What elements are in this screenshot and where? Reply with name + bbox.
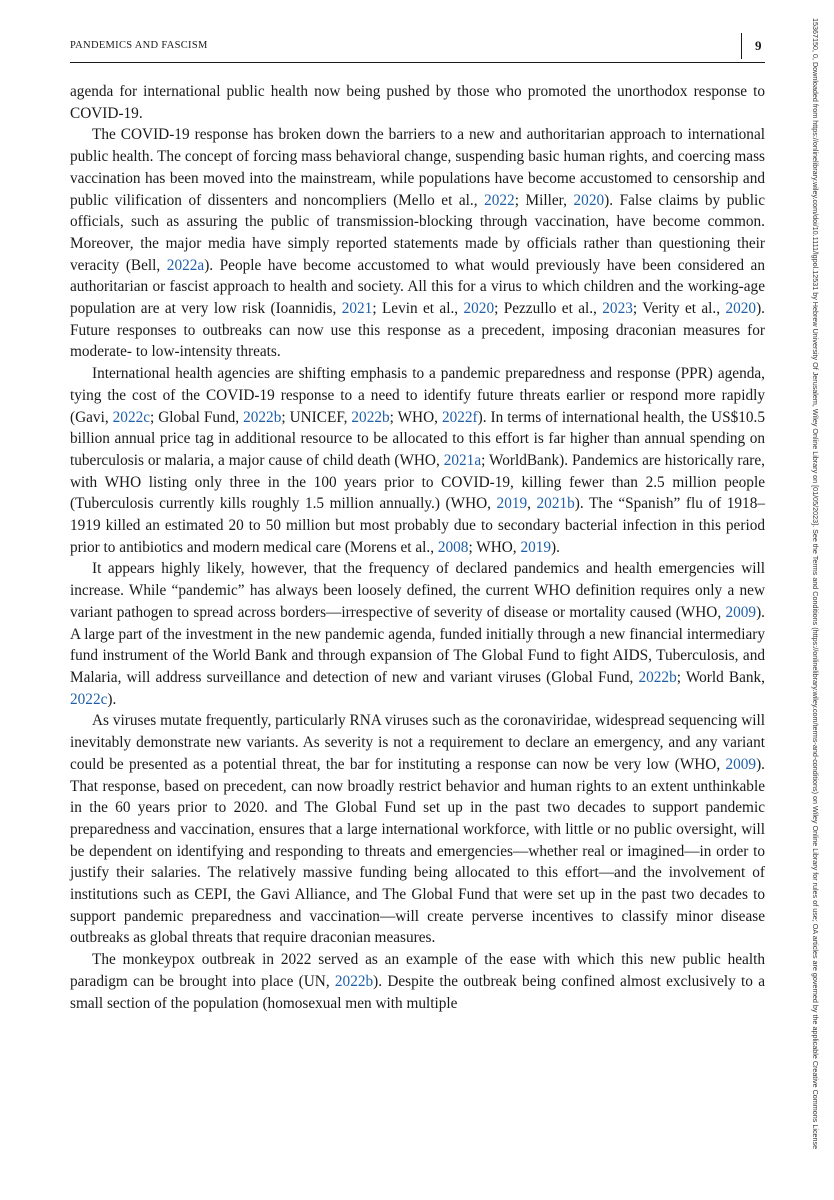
citation-link[interactable]: 2023 bbox=[602, 300, 633, 318]
paragraph-text: ; WHO, bbox=[468, 538, 521, 556]
running-title: PANDEMICS AND FASCISM bbox=[70, 40, 208, 51]
paragraph-text: agenda for international public health now being pushed by those who promoted the unorthodox response to COVID-19. bbox=[70, 83, 765, 122]
citation-link[interactable]: 2022 bbox=[484, 191, 515, 209]
paragraph-text: ). bbox=[551, 538, 560, 556]
paragraph-text: ). That response, based on precedent, can now broadly restrict behavior and human rights to an extent unthinkable in the 60 years prior to 2020. and The Global Fund set up in the past two decades to support pandemic preparedness and vaccination, ensures that a large international workforce, with little or no public oversight, will be dependent on identifying and responding to threats and emergencies—whether real or imagined—in order to justify their salaries. The relatively massive funding being allocated to this effort—and the involvement of institutions such as CEPI, the Gavi Alliance, and The Global Fund that were set up in the past two decades to support pandemic preparedness and vaccination—will create perverse incentives to classify minor disease outbreaks as global threats that require draconian measures. bbox=[70, 755, 765, 947]
running-header bbox=[70, 38, 765, 63]
paragraph-text: ; UNICEF, bbox=[281, 408, 352, 426]
paragraph-text: As viruses mutate frequently, particularly RNA viruses such as the coronaviridae, widespread sequencing will inevitably demonstrate new variants. As severity is not a requirement to declare an emergency, and any variant could be presented as a potential threat, the bar for instituting a response can now be very low (WHO, bbox=[70, 712, 765, 773]
citation-link[interactable]: 2021 bbox=[341, 300, 373, 318]
page-number: 9 bbox=[755, 38, 762, 53]
paragraph-text: ; WorldBank). Pandemics are historically rare, with WHO listing only three in the 100 years prior to COVID-19, killing fewer than 2.5 million people (Tuberculosis currently kills roughly 1.5 million annually.) (WHO, bbox=[70, 451, 766, 513]
paragraph-text: ). False claims by public officials, such as assuring the public of transmission-blocking through vaccination, have become common. Moreover, the major media have simply reported statements made by officials rather than questioning their veracity (Bell, bbox=[70, 191, 765, 274]
paragraph-text: , bbox=[527, 495, 537, 513]
citation-link[interactable]: 2022f bbox=[441, 408, 478, 426]
paragraph-text: ). A large part of the investment in the new pandemic agenda, funded initially through a new financial intermediary fund instrument of the World Bank and through expansion of The Global Fund to fight AIDS, Tuberculosis, and Malaria, will address surveillance and detection of new and variant viruses (Global Fund, bbox=[70, 603, 765, 686]
citation-link[interactable]: 2022c bbox=[70, 690, 108, 708]
paragraph-text: ). bbox=[107, 690, 117, 708]
paragraph-text: ; Miller, bbox=[514, 191, 574, 209]
paragraph bbox=[70, 363, 765, 558]
paragraph bbox=[70, 558, 765, 710]
paragraph-text: ; Global Fund, bbox=[150, 408, 244, 426]
paragraph-text: ). Future responses to outbreaks can now use this response as a precedent, imposing draconian measures for moderate- to low-intensity threats. bbox=[70, 300, 765, 361]
citation-link[interactable]: 2021a bbox=[443, 451, 482, 469]
paragraph-text: The COVID-19 response has broken down the barriers to a new and authoritarian approach to international public health. The concept of forcing mass behavioral change, suspending basic human rights, and coercing mass vaccination has been moved into the mainstream, while populations have become accustomed to censorship and public vilification of dissenters and noncompliers (Mello et al., bbox=[70, 126, 765, 209]
paragraph-text: ; Verity et al., bbox=[632, 300, 726, 318]
paragraph-text: ). In terms of international health, the US$10.5 billion annual price tag in additional resource to be allocated to this effort is far higher than annual spending on tuberculosis or malaria, a major cause of child death (WHO, bbox=[70, 408, 765, 469]
article-body bbox=[70, 81, 765, 1014]
citation-link[interactable]: 2020 bbox=[725, 300, 757, 318]
paragraph bbox=[70, 949, 765, 1014]
citation-link[interactable]: 2022c bbox=[112, 408, 151, 426]
citation-link[interactable]: 2019 bbox=[496, 495, 528, 513]
paragraph-text: ; Levin et al., bbox=[372, 300, 464, 318]
paragraph-text: ; Pezzullo et al., bbox=[494, 300, 603, 318]
paragraph-text: ). The “Spanish” flu of 1918–1919 killed an estimated 20 to 50 million but most probably due to secondary bacterial infection in this period prior to antibiotics and modern medical care (Morens et al., bbox=[70, 495, 765, 556]
citation-link[interactable]: 2021b bbox=[536, 495, 575, 513]
paragraph-text: ). People have become accustomed to what would previously have been considered an authoritarian or fascist approach to health and society. All this for a virus to which children and the working-age population are at very low risk (Ioannidis, bbox=[70, 256, 765, 318]
citation-link[interactable]: 2022b bbox=[351, 408, 390, 426]
paragraph-text: ). Despite the outbreak being confined almost exclusively to a small section of the population (homosexual men with multiple bbox=[70, 972, 765, 1012]
citation-link[interactable]: 2009 bbox=[725, 755, 757, 773]
citation-link[interactable]: 2022a bbox=[166, 256, 205, 274]
citation-link[interactable]: 2008 bbox=[437, 538, 469, 556]
citation-link[interactable]: 2022b bbox=[243, 408, 282, 426]
citation-link[interactable]: 2022b bbox=[334, 972, 374, 990]
paragraph-text: ; World Bank, bbox=[676, 668, 766, 686]
paragraph-text: It appears highly likely, however, that the frequency of declared pandemics and health emergencies will increase. While “pandemic” has always been loosely defined, the current WHO definition requires only a new variant pathogen to spread across borders—irrespective of severity of disease or mortality caused (WHO, bbox=[70, 560, 765, 621]
paragraph bbox=[70, 124, 765, 363]
citation-link[interactable]: 2020 bbox=[573, 191, 605, 209]
paragraph-text: The monkeypox outbreak in 2022 served as an example of the ease with which this new public health paradigm can be brought into place (UN, bbox=[70, 951, 765, 990]
citation-link[interactable]: 2009 bbox=[725, 603, 757, 621]
paragraph bbox=[70, 81, 765, 124]
download-notice: 15367150, 0, Downloaded from https://onlinelibrary.wiley.com/doi/10.1111/lgpol.12531 by Hebrew University Of Jerusalem, Wiley Online Library on [01/05/2023]. See the Terms and Conditions (https://onlinelibrary.wiley.com/terms-and-conditions) on Wiley Online Library for rules of use; OA articles are governed by the applicable Creative Commons License bbox=[811, 18, 820, 1150]
paragraph-text: ; WHO, bbox=[389, 408, 442, 426]
citation-link[interactable]: 2019 bbox=[520, 538, 552, 556]
paragraph bbox=[70, 710, 765, 949]
paragraph-text: International health agencies are shifting emphasis to a pandemic preparedness and response (PPR) agenda, tying the cost of the COVID-19 response to a need to identify future threats earlier or respond more rapidly (Gavi, bbox=[70, 365, 765, 426]
citation-link[interactable]: 2020 bbox=[463, 300, 495, 318]
citation-link[interactable]: 2022b bbox=[638, 668, 677, 686]
header-divider bbox=[741, 33, 742, 59]
